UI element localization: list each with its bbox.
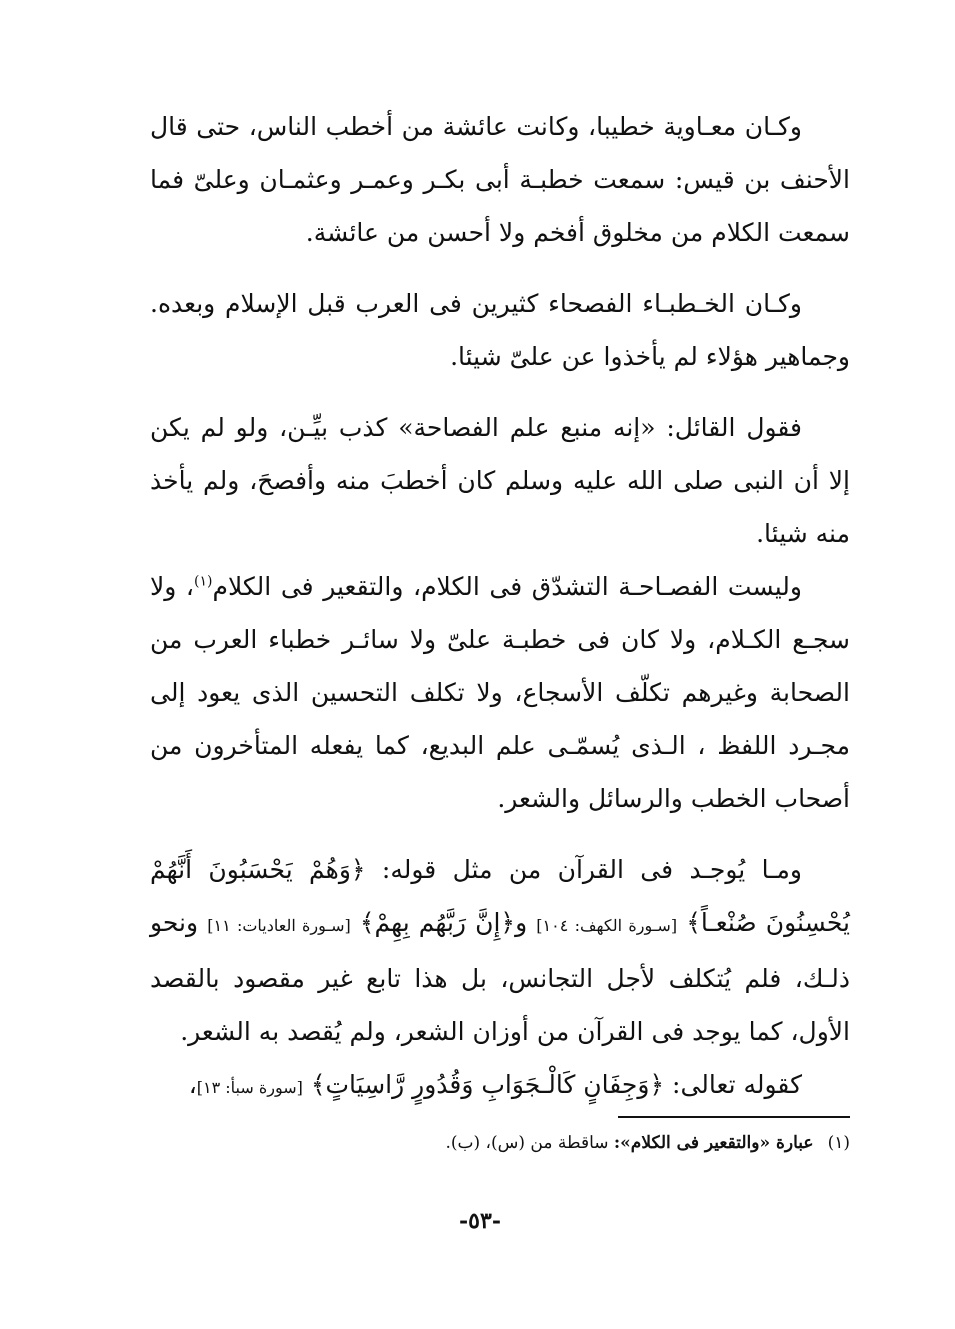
- footnote-marker: (١): [194, 573, 213, 590]
- quran-quote-3: كقوله تعالى: ﴿وَجِفَانٍ كَالْـجَوَابِ وَقُدُورٍ رَّاسِيَاتٍ﴾: [310, 1070, 802, 1099]
- paragraph-example-end: ،: [188, 1070, 197, 1099]
- surah-reference-saba: [سورة سبأ: ١٣]: [196, 1078, 303, 1097]
- footnote-label: عبارة «والتقعير فى الكلام»:: [613, 1133, 814, 1153]
- footnote-divider: [618, 1116, 850, 1118]
- paragraph-example: [150, 1058, 850, 1114]
- paragraph-claim: فقول القائل: «إنه منبع علم الفصاحة» كذب بيِّـن، ولو لم يكن إلا أن النبى صلى الله عليه وسلم كان أخطبَ منه وأفصحَ، ولم يأخذ منه شيئا.: [150, 413, 850, 548]
- main-text: [150, 100, 850, 1114]
- page-number: -٥٣-: [459, 1208, 501, 1234]
- paragraph-quran-end: ونحو ذلـك، فلم يُتكلف لأجل التجانس، بل هذا تابع غير مقصود بالقصد الأول، كما يوجد فى القرآن من أوزان الشعر، ولم يُقصد به الشعر.: [150, 908, 850, 1046]
- footnote-number: (١): [827, 1133, 850, 1153]
- paragraph-eloquence-start: وليست الفصـاحـة التشدّق فى الكلام، والتقعير فى الكلام: [212, 572, 802, 601]
- paragraph-quran: [150, 843, 850, 1058]
- quran-quote-2: و﴿إِنَّ رَبَّهُم بِهِمْ﴾: [359, 908, 528, 937]
- surah-reference-kahf: [سـورة الكهف: ١٠٤]: [536, 916, 678, 935]
- quran-quote-1: ومـا يُوجـد فى القرآن من مثل قوله: ﴿وَهُمْ يَحْسَبُونَ أَنَّهُمْ يُحْسِنُونَ صُنْعـاً﴾: [150, 855, 850, 937]
- footnote: [300, 1128, 850, 1158]
- surah-reference-adiyat: [سـورة العاديات: ١١]: [207, 916, 351, 935]
- paragraph-orators: وكـان الخـطبـاء الفصحاء كثيرين فى العرب قبل الإسلام وبعده. وجماهير هؤلاء لم يأخذوا عن علىّ شيئا.: [150, 289, 850, 371]
- paragraph-muawiya: وكـان معـاوية خطيبا، وكانت عائشة من أخطب الناس، حتى قال الأحنف بن قيس: سمعت خطبـة أبى بكـر وعمـر وعثمـان وعلىّ فما سمعت الكلام من مخلوق أفخم ولا أحسن من عائشة.: [150, 112, 850, 247]
- paragraph-eloquence-end: ، ولا سجـع الكـلام، ولا كان فى خطبـة علىّ ولا سائـر خطباء العرب من الصحابة وغيرهم تكلّف الأسجاع، ولا تكلف التحسين الذى يعود إلى مجـرد اللفظ ، الـذى يُسمّـى علم البديع، كما يفعله المتأخرون من أصحاب الخطب والرسائل والشعر.: [150, 572, 850, 813]
- footnote-text: ساقطة من (س)، (ب).: [445, 1133, 609, 1153]
- paragraph-eloquence: [150, 560, 850, 825]
